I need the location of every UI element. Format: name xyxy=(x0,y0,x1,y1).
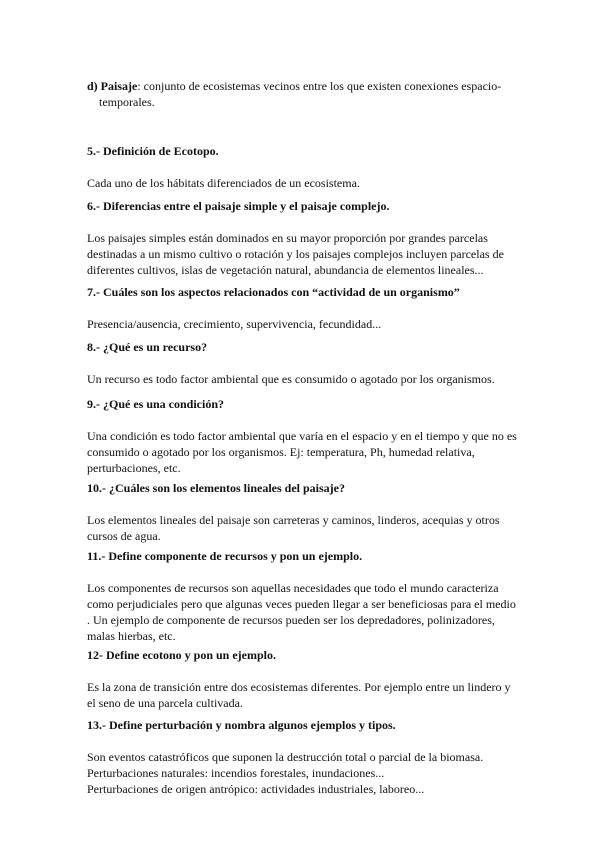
answer-paragraph xyxy=(87,512,527,544)
question-section xyxy=(87,647,527,711)
question-heading: 5.- Definición de Ecotopo. xyxy=(87,144,219,158)
answer-line: Los paisajes simples están dominados en su mayor proporción por grandes parcelas xyxy=(87,231,488,245)
answer-paragraph xyxy=(87,428,527,476)
paisaje-definition xyxy=(87,78,527,110)
question-section xyxy=(87,339,527,387)
answer-line: . Un ejemplo de componente de recursos pueden ser los depredadores, polinizadores, xyxy=(87,613,495,627)
answer-line: cursos de agua. xyxy=(87,529,161,543)
answer-line: Los componentes de recursos son aquellas necesidades que todo el mundo caracteriza xyxy=(87,581,499,595)
term-paisaje: Paisaje xyxy=(100,79,138,93)
answer-paragraph xyxy=(87,580,527,644)
answer-paragraph xyxy=(87,749,527,797)
answer-line: perturbaciones, etc. xyxy=(87,461,181,475)
paisaje-text: : conjunto de ecosistemas vecinos entre los que existen conexiones espacio-temporales. xyxy=(99,79,502,109)
answer-paragraph xyxy=(87,679,527,711)
answer-line: Los elementos lineales del paisaje son carreteras y caminos, linderos, acequias y otros xyxy=(87,513,500,527)
question-section xyxy=(87,284,527,332)
answer-line: consumido o agotado por los organismos. Ej: temperatura, Ph, humedad relativa, xyxy=(87,445,475,459)
question-heading: 8.- ¿Qué es un recurso? xyxy=(87,340,208,354)
question-section xyxy=(87,717,527,797)
question-section xyxy=(87,480,527,544)
answer-line: Cada uno de los hábitats diferenciados de un ecosistema. xyxy=(87,176,360,190)
answer-line: Perturbaciones de origen antrópico: actividades industriales, laboreo... xyxy=(87,782,425,796)
answer-line: destinadas a un mismo cultivo o rotación y los paisajes complejos incluyen parcelas de xyxy=(87,247,504,261)
answer-line: Es la zona de transición entre dos ecosistemas diferentes. Por ejemplo entre un lindero y xyxy=(87,680,511,694)
item-letter: d) xyxy=(87,79,98,93)
answer-line: Son eventos catastróficos que suponen la destrucción total o parcial de la biomasa. xyxy=(87,750,484,764)
answer-line: como perjudiciales pero que algunas veces pueden llegar a ser beneficiosas para el medio xyxy=(87,597,516,611)
intro-paragraph xyxy=(87,78,527,110)
question-section xyxy=(87,198,527,278)
question-heading: 6.- Diferencias entre el paisaje simple y el paisaje complejo. xyxy=(87,199,390,213)
question-heading: 10.- ¿Cuáles son los elementos lineales del paisaje? xyxy=(87,481,345,495)
answer-paragraph xyxy=(87,175,527,191)
question-heading: 13.- Define perturbación y nombra algunos ejemplos y tipos. xyxy=(87,718,396,732)
answer-line: Un recurso es todo factor ambiental que es consumido o agotado por los organismos. xyxy=(87,372,495,386)
answer-paragraph xyxy=(87,371,527,387)
answer-line: Perturbaciones naturales: incendios forestales, inundaciones... xyxy=(87,766,385,780)
answer-paragraph xyxy=(87,230,527,278)
answer-line: malas hierbas, etc. xyxy=(87,629,176,643)
answer-line: el seno de una parcela cultivada. xyxy=(87,696,243,710)
question-section xyxy=(87,548,527,644)
answer-line: diferentes cultivos, islas de vegetación natural, abundancia de elementos lineales... xyxy=(87,263,484,277)
answer-line: Una condición es todo factor ambiental que varía en el espacio y en el tiempo y que no es xyxy=(87,429,517,443)
question-section xyxy=(87,143,527,191)
question-heading: 7.- Cuáles son los aspectos relacionados con “actividad de un organismo” xyxy=(87,285,460,299)
question-heading: 12- Define ecotono y pon un ejemplo. xyxy=(87,648,276,662)
question-heading: 11.- Define componente de recursos y pon un ejemplo. xyxy=(87,549,363,563)
answer-paragraph xyxy=(87,316,527,332)
question-heading: 9.- ¿Qué es una condición? xyxy=(87,397,225,411)
answer-line: Presencia/ausencia, crecimiento, supervivencia, fecundidad... xyxy=(87,317,382,331)
question-section xyxy=(87,396,527,476)
